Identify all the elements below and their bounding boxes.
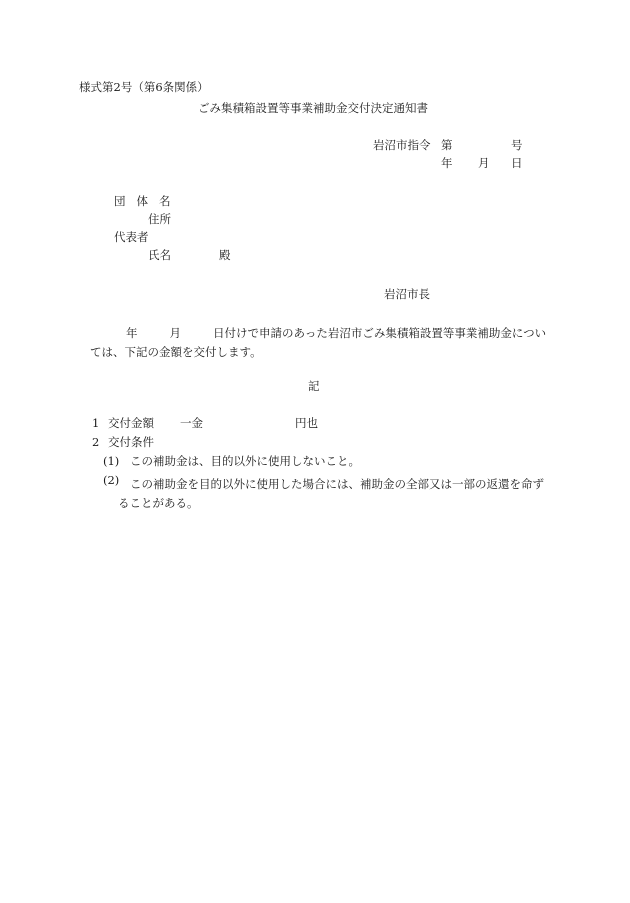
date-day-label: 日 xyxy=(511,156,523,170)
amount-prefix: 一金 xyxy=(180,416,203,430)
ki-heading: 記 xyxy=(308,379,320,393)
item1-label: 交付金額 xyxy=(108,416,154,430)
org-name-label: 団体名 xyxy=(114,194,182,208)
form-number: 様式第2号（第6条関係） xyxy=(79,80,209,94)
condition2-line1: この補助金を目的以外に使用した場合には、補助金の全部又は一部の返還を命ず xyxy=(130,477,544,491)
item2-label: 交付条件 xyxy=(108,435,154,449)
body-paragraph xyxy=(90,324,550,362)
name-label: 氏名 xyxy=(148,248,171,262)
representative-label: 代表者 xyxy=(114,230,149,244)
item2-number: 2 xyxy=(92,435,100,449)
mayor-label: 岩沼市長 xyxy=(384,287,430,301)
address-label: 住所 xyxy=(148,212,171,226)
condition2-number: (2) xyxy=(103,473,120,487)
condition2-line2: ることがある。 xyxy=(118,496,199,510)
date-month-label: 月 xyxy=(478,156,490,170)
body-year-label: 年 xyxy=(126,326,138,340)
city-instruction-label: 岩沼市指令 xyxy=(373,138,431,152)
document-title: ごみ集積箱設置等事業補助金交付決定通知書 xyxy=(198,101,428,115)
body-sentence-rest: 日付けで申請のあった岩沼市ごみ集積箱設置等事業補助金について xyxy=(90,326,547,359)
condition1-text: この補助金は、目的以外に使用しないこと。 xyxy=(130,454,360,468)
body-sentence-line2: は、下記の金額を交付します。 xyxy=(101,345,262,359)
number-prefix: 第 xyxy=(441,138,453,152)
honorific: 殿 xyxy=(219,248,231,262)
amount-suffix: 円也 xyxy=(295,416,318,430)
date-year-label: 年 xyxy=(441,156,453,170)
body-month-label: 月 xyxy=(169,326,181,340)
condition2-text xyxy=(118,475,554,513)
item1-number: 1 xyxy=(92,416,100,430)
condition1-number: (1) xyxy=(103,454,120,468)
number-suffix: 号 xyxy=(511,138,523,152)
